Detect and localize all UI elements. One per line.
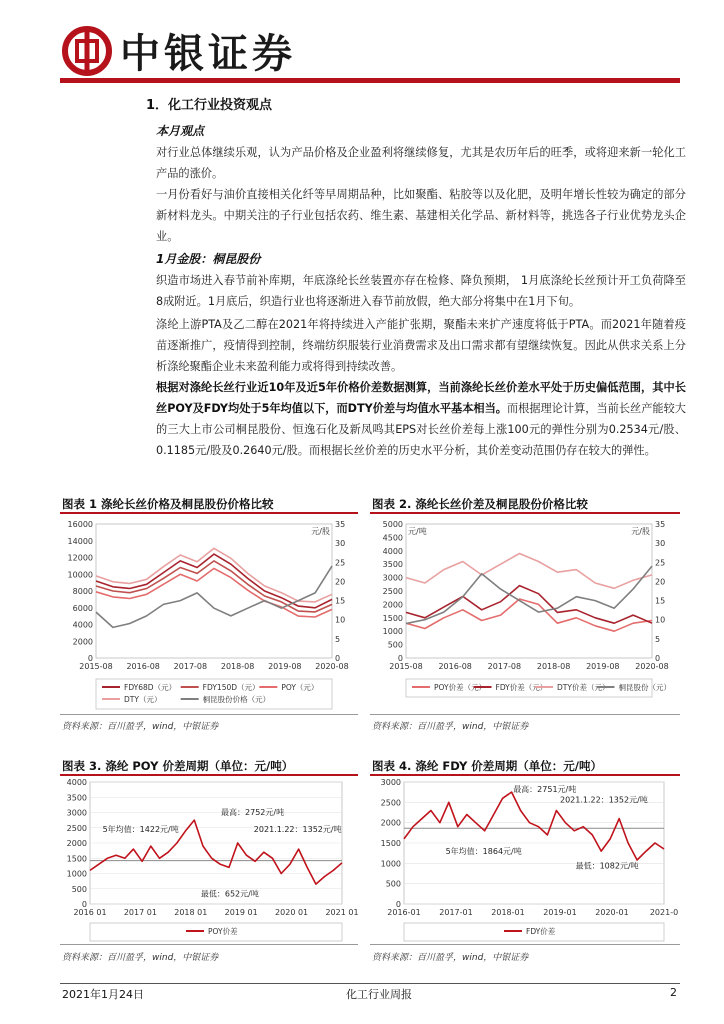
chart-3-x-tick-label: 2018 01 (174, 908, 208, 917)
chart-1-y-tick-label: 2000 (72, 637, 93, 647)
figure-2-source: 资料来源：百川盈孚，wind，中银证券 (372, 722, 529, 732)
chart-4-y-tick-label: 500 (385, 879, 401, 889)
figure-4-bottom-rule (370, 944, 680, 945)
chart-3-y-tick-label: 3500 (66, 793, 87, 803)
chart-1-x-tick-label: 2020-08 (315, 662, 349, 671)
chart-3-y-tick-label: 500 (71, 884, 87, 894)
chart-1-x-tick-label: 2018-08 (220, 662, 255, 671)
figure-3-bottom-rule (60, 944, 358, 945)
paragraph-focus: 一月份看好与油价直接相关化纤等早周期品种，比如聚酯、粘胶等以及化肥，及明年增长性较为确定的部分新材料龙头。中期关注的子行业包括农药、维生素、基建相关化学品、新材料等，挑选各子行业优势龙头企业。 (156, 188, 686, 243)
chart-3-y-tick-label: 4000 (66, 778, 87, 787)
boc-logo-icon (62, 26, 112, 76)
chart-4-y-tick-label: 1000 (380, 859, 401, 869)
figure-2-bottom-rule (370, 714, 680, 715)
chart-2-y2-tick-label: 5 (655, 634, 661, 644)
chart-1-legend-label: POY（元） (281, 683, 319, 692)
chart-2-x-tick-label: 2019-08 (586, 662, 620, 671)
chart-1-y2-tick-label: 30 (335, 539, 346, 549)
chart-1-x-tick-label: 2015-08 (79, 662, 113, 671)
chart-4-svg (370, 776, 680, 944)
chart-3-y-tick-label: 1000 (66, 869, 87, 879)
chart-2-y-axis-label: 元/吨 (408, 527, 427, 536)
chart-2-y-tick-label: 4500 (382, 533, 403, 543)
chart-4-x-tick-label: 2018-01 (491, 908, 525, 917)
chart-1-y-tick-label: 10000 (67, 570, 93, 580)
chart-1-y2-axis-label: 元/股 (311, 527, 330, 536)
chart-2-x-tick-label: 2018-08 (536, 662, 571, 671)
chart-2 (370, 514, 680, 714)
chart-1-legend-label: 桐昆股份价格（元） (202, 695, 271, 704)
chart-3-y-tick-label: 2500 (66, 823, 87, 833)
section-title: 1．化工行业投资观点 (146, 98, 273, 113)
figure-2-title: 图表 2. 涤纶长丝价差及桐昆股份价格比较 (372, 497, 588, 511)
chart-1-y2-tick-label: 25 (335, 558, 346, 568)
stock-pick-title: 1月金股：桐昆股份 (156, 252, 261, 266)
chart-1-y2-tick-label: 0 (335, 654, 341, 663)
chart-2-y2-tick-label: 25 (655, 558, 666, 568)
paragraph-spread-bold: 根据对涤纶长丝行业近10年及近5年价格价差数据测算，当前涤纶长丝价差水平处于历史偏低范围，其中长丝POY及FDY均处于5年均值以下，而DTY价差与均值水平基本相当。 (156, 381, 686, 415)
chart-2-y2-tick-label: 10 (655, 615, 666, 625)
chart-2-y2-tick-label: 20 (655, 577, 666, 587)
chart-2-legend-label: FDY价差（元） (495, 683, 548, 692)
chart-2-y-tick-label: 5000 (382, 520, 403, 529)
chart-2-legend-label: POY价差（元） (434, 683, 487, 692)
chart-1-y-tick-label: 0 (87, 654, 93, 663)
chart-3-x-tick-label: 2019 01 (224, 908, 258, 917)
chart-1-legend-label: FDY68D（元） (124, 683, 177, 692)
chart-4 (370, 776, 680, 944)
chart-2-y-tick-label: 4000 (382, 546, 403, 556)
header-rule (60, 78, 680, 83)
chart-2-y2-axis-label: 元/股 (631, 527, 650, 536)
chart-1-x-tick-label: 2017-08 (173, 662, 208, 671)
chart-2-y-tick-label: 3500 (382, 560, 403, 570)
chart-2-y-tick-label: 1000 (382, 627, 403, 637)
chart-2-svg (370, 514, 680, 714)
chart-1-y2-tick-label: 35 (335, 520, 346, 529)
chart-1-y-tick-label: 4000 (72, 620, 93, 630)
chart-4-legend-label: FDY价差 (526, 927, 556, 936)
brand-name: 中银证券 (120, 30, 296, 77)
chart-1-y-tick-label: 8000 (72, 587, 93, 596)
chart-1-y-tick-label: 16000 (67, 520, 93, 529)
chart-3-y-tick-label: 3000 (66, 808, 87, 818)
chart-1-plot-area (96, 524, 332, 658)
paragraph-market: 织造市场进入春节前补库期，年底涤纶长丝装置亦存在检修、降负预期， 1月底涤纶长丝预计开工负荷降至8成附近。1月底后，织造行业也将逐渐进入春节前放假，绝大部分将集中在1月下旬。 (156, 274, 686, 308)
chart-4-x-tick-label: 2020-01 (595, 908, 629, 917)
chart-2-legend-label: 桐昆股份（元） (618, 683, 671, 692)
figure-1-title: 图表 1 涤纶长丝价格及桐昆股份价格比较 (62, 497, 274, 511)
footer-title: 化工行业周报 (346, 988, 412, 1001)
chart-3-legend-label: POY价差 (208, 927, 238, 936)
chart-2-y-tick-label: 500 (387, 640, 403, 650)
chart-2-y-tick-label: 0 (397, 654, 403, 663)
chart-3-svg (60, 776, 358, 944)
chart-4-x-tick-label: 2019-01 (543, 908, 577, 917)
chart-1 (60, 514, 358, 714)
chart-1-y-tick-label: 12000 (67, 553, 93, 563)
paragraph-spread-rest: 而根据理论计算，当前长丝产能较大的三大上市公司桐昆股份、恒逸石化及新凤鸣其EPS对长丝价差每上涨100元的弹性分别为0.2534元/股、0.1185元/股及0.2640元/股。而根据长丝价差的历史水平分析，其价差变动范围仍存在较大的弹性。 (156, 402, 686, 457)
chart-1-y2-tick-label: 5 (335, 634, 341, 644)
chart-4-y-tick-label: 0 (395, 900, 401, 909)
chart-2-y2-tick-label: 30 (655, 539, 666, 549)
chart-4-annotation: 最低：1082元/吨 (575, 861, 639, 871)
figure-1-bottom-rule (60, 714, 358, 715)
chart-4-y-tick-label: 2000 (380, 818, 401, 828)
chart-4-x-tick-label: 2021-0 (649, 908, 679, 917)
chart-4-y-tick-label: 2500 (380, 798, 401, 808)
chart-1-y-tick-label: 14000 (67, 536, 93, 546)
figure-1-source: 资料来源：百川盈孚，wind，中银证券 (62, 722, 219, 732)
footer-date: 2021年1月24日 (62, 988, 144, 1001)
footer-rule (60, 983, 680, 984)
chart-3-y-tick-label: 1500 (66, 854, 87, 864)
chart-4-annotation: 5年均值：1864元/吨 (445, 846, 522, 856)
chart-4-y-tick-label: 1500 (380, 839, 401, 848)
chart-4-x-tick-label: 2017-01 (439, 908, 473, 917)
chart-2-y2-tick-label: 0 (655, 654, 661, 663)
chart-2-y-tick-label: 2000 (382, 600, 403, 610)
chart-3 (60, 776, 358, 944)
chart-3-x-tick-label: 2020 01 (275, 908, 309, 917)
chart-2-x-tick-label: 2016-08 (438, 662, 472, 671)
chart-3-x-tick-label: 2017 01 (123, 908, 157, 917)
chart-2-y-tick-label: 2500 (382, 587, 403, 596)
chart-1-y2-tick-label: 15 (335, 596, 346, 606)
chart-2-x-tick-label: 2020-08 (635, 662, 669, 671)
view-title: 本月观点 (156, 124, 205, 138)
chart-1-legend-label: DTY（元） (124, 695, 162, 704)
chart-1-y2-tick-label: 10 (335, 615, 346, 625)
chart-1-x-tick-label: 2019-08 (268, 662, 302, 671)
figure-4-source: 资料来源：百川盈孚，wind，中银证券 (372, 953, 529, 963)
figure-4-title: 图表 4. 涤纶 FDY 价差周期（单位：元/吨） (372, 759, 602, 773)
figure-3-source: 资料来源：百川盈孚，wind，中银证券 (62, 953, 219, 963)
chart-3-annotation: 最高：2752元/吨 (221, 807, 285, 817)
figure-3-title: 图表 3. 涤纶 POY 价差周期（单位：元/吨） (62, 759, 294, 773)
chart-1-y-tick-label: 6000 (72, 603, 93, 613)
chart-2-x-tick-label: 2017-08 (487, 662, 522, 671)
chart-1-x-tick-label: 2016-08 (126, 662, 160, 671)
chart-2-plot-area (406, 524, 652, 658)
page-number: 2 (670, 986, 677, 999)
chart-1-svg (60, 514, 358, 714)
chart-2-y2-tick-label: 15 (655, 596, 666, 606)
chart-2-x-tick-label: 2015-08 (389, 662, 423, 671)
chart-1-legend-label: FDY150D（元） (202, 683, 260, 692)
chart-1-y2-tick-label: 20 (335, 577, 346, 587)
chart-3-annotation: 2021.1.22：1352元/吨 (253, 825, 342, 835)
chart-4-y-tick-label: 3000 (380, 778, 401, 787)
paragraph-outlook: 对行业总体继续乐观，认为产品价格及企业盈利将继续修复，尤其是农历年后的旺季，或将迎来新一轮化工产品的涨价。 (156, 146, 686, 180)
chart-3-y-tick-label: 0 (81, 900, 87, 909)
paragraph-supply: 涤纶上游PTA及乙二醇在2021年将持续进入产能扩张期，聚酯未来扩产速度将低于PTA。而2021年随着疫苗逐渐推广，疫情得到控制，终端纺织服装行业消费需求及出口需求都有望继续恢复。因此从供求关系上分析涤纶聚酯企业未来盈利能力或将得到持续改善。 (156, 318, 686, 373)
chart-3-y-tick-label: 2000 (66, 839, 87, 848)
chart-4-x-tick-label: 2016-01 (387, 908, 421, 917)
chart-2-legend-label: DTY价差（元） (557, 683, 610, 692)
chart-3-x-tick-label: 2021 01 (325, 908, 358, 917)
chart-4-annotation: 2021.1.22：1352元/吨 (560, 795, 648, 805)
chart-3-annotation: 5年均值：1422元/吨 (102, 825, 179, 835)
chart-3-x-tick-label: 2016 01 (73, 908, 107, 917)
chart-2-y-tick-label: 3000 (382, 573, 403, 583)
chart-2-y-tick-label: 1500 (382, 613, 403, 623)
chart-4-annotation: 最高：2751元/吨 (513, 784, 577, 794)
paragraph-spread (156, 377, 686, 461)
chart-3-annotation: 最低：652元/吨 (200, 889, 259, 899)
chart-2-y2-tick-label: 35 (655, 520, 666, 529)
